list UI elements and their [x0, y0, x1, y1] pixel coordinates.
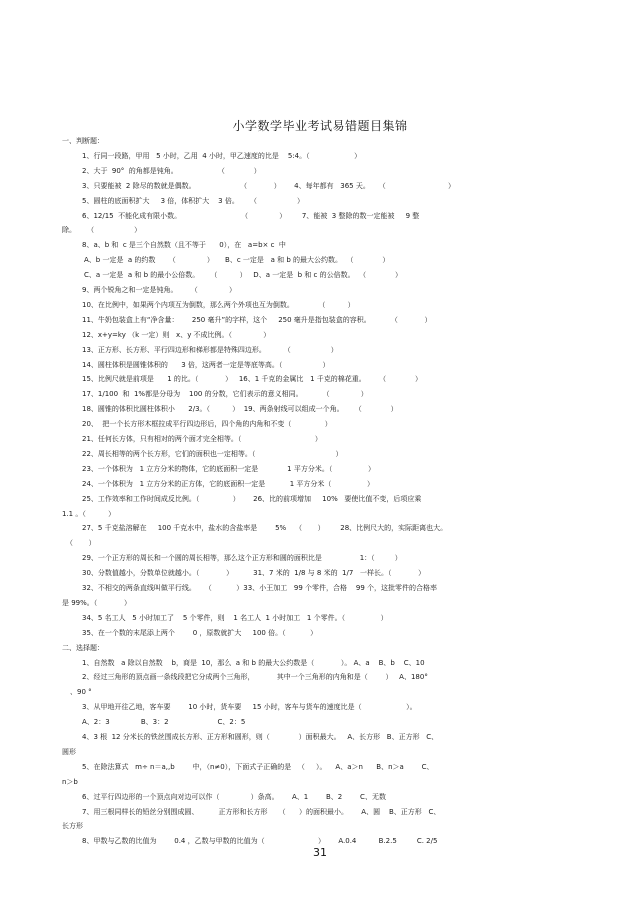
document-title: 小学数学毕业考试易错题目集锦: [232, 119, 408, 133]
text-line: C、a 一定是 a 和 b 的最小公倍数。 （ ） D、a 一定是 b 和 c 的公倍数。 （ ）: [84, 271, 403, 280]
text-line: 10、在比例中，如果两个内项互为倒数，那么两个外项也互为倒数。 （ ）: [82, 300, 355, 309]
text-line: 34、5 名工人 5 小时加工了 5 个零件，则 1 名工人 1 小时加工 1 个零件。（ ）: [82, 613, 388, 622]
text-line: 6、过平行四边形的一个顶点向对边可以作（ ）条高。 A、1 B、2 C、无数: [82, 792, 386, 801]
text-line: 二、选择题：: [62, 643, 104, 652]
text-line: 2、经过三角形的顶点画一条线段把它分成两个三角形， 其中一个三角形的内角和是（ ） A、180°: [82, 673, 428, 682]
text-line: 12、x+y=ky （k 一定）则 x、y 不成比例。（ ）: [82, 330, 271, 339]
text-line: 1、行同一段路，甲用 5 小时，乙用 4 小时，甲乙速度的比是 5:4。（ ）: [82, 151, 362, 160]
text-line: 圆形: [62, 747, 76, 756]
text-line: 3、从甲地开往乙地，客车要 10 小时，货车要 15 小时，客车与货车的速度比是（ ）。: [82, 703, 417, 712]
text-line: 除。 （ ）: [62, 226, 142, 235]
page-number: 31: [313, 846, 327, 859]
text-line: 17、1/100 和 1%都是分母为 100 的分数，它们表示的意义相同。 （ ）: [82, 390, 368, 399]
text-line: 1.1 。（ ）: [62, 509, 116, 518]
text-line: 27、5 千克盐溶解在 100 千克水中，盐水的含盐率是 5% （ ） 28、比例尺大的，实际距离也大。: [82, 524, 448, 533]
text-line: 15、比例尺就是前项是 1 的比。（ ） 16、1 千克的金属比 1 千克的棉花重。 （ ）: [82, 375, 423, 384]
text-line: 6、12/15 不能化成有限小数。 （ ） 7、能被 3 整除的数一定能被 9 整: [82, 211, 420, 220]
text-line: 一、判断题：: [62, 137, 104, 145]
text-line: 长方形: [62, 822, 83, 831]
text-line: 18、圆锥的体积比圆柱体积小 2/3。（ ） 19、两条射线可以组成一个角。 （ ）: [82, 405, 398, 414]
text-line: A、b 一定是 a 的约数 （ ） B、c 一定是 a 和 b 的最大公约数。 （ ）: [84, 256, 390, 265]
text-line: A、2：3 B、3：2 C、2：5: [82, 718, 246, 727]
text-line: 8、a、b 和 c 是三个自然数（且不等于 0），在 a=b× c 中: [82, 241, 286, 250]
text-line: 29、一个正方形的周长和一个圆的周长相等，那么这个正方形和圆的面积比是 1：（ ）: [82, 554, 402, 563]
text-line: 9、两个锐角之和一定是钝角。 （ ）: [82, 286, 236, 294]
text-line: 35、在一个数的末尾添上两个 0 ，原数就扩大 100 倍。（ ）: [82, 628, 318, 637]
text-line: 2、大于 90° 的角都是钝角。 （ ）: [82, 166, 261, 175]
text-line: 5、在除法算式 m÷ n＝a,,b 中，（n≠0），下面式子正确的是 （ ）。 A、a＞n B、n＞a C、: [82, 762, 434, 771]
text-line: 30、分数值越小，分数单位就越小。（ ） 31、7 米的 1/8 与 8 米的 1/7 一样长。（ ）: [82, 569, 426, 578]
text-line: 5、圆柱的底面积扩大 3 倍，体积扩大 3 倍。 （ ）: [82, 196, 305, 205]
text-line: 13、正方形、长方形、平行四边形和梯形都是特殊四边形。 （ ）: [82, 345, 338, 354]
text-line: 是 99%。（ ）: [62, 598, 131, 607]
text-line: 25、工作效率和工作时间成反比例。（ ） 26、比的前项增加 10% 要使比值不变，后项应乘: [82, 494, 422, 503]
text-line: 21、任何长方体，只有相对的两个面才完全相等。（ ）: [82, 435, 322, 443]
text-line: 20、 把一个长方形木框拉成平行四边形后，四个角的内角和不变（ ）: [82, 420, 332, 429]
text-line: 3、只要能被 2 除尽的数就是偶数。 （ ） 4、每年都有 365 天。 （ ）: [82, 181, 456, 190]
text-line: 11、牛奶包装盒上有“净含量： 250 毫升”的字样，这个 250 毫升是指包装盒的容积。 （ ）: [82, 315, 432, 324]
text-line: （ ）: [66, 539, 96, 548]
text-line: 8、甲数与乙数的比值为 0.4 ，乙数与甲数的比值为（ ） A.0.4 B.2.5 C. 2/5: [82, 837, 438, 846]
text-line: 23、一个体积为 1 立方分米的物体，它的底面积一定是 1 平方分米。（ ）: [82, 464, 375, 473]
text-line: 22、周长相等的两个长方形，它们的面积也一定相等。（ ）: [82, 449, 343, 458]
text-line: 4、3 根 12 分米长的铁丝围成长方形、正方形和圆形，则（ ）面积最大。 A、长方形 B、正方形 C、: [82, 733, 439, 741]
text-line: 7、用三根同样长的铅丝分别围成圆、 正方形和长方形 （ ）的面积最小。 A、圆 B、正方形 C、: [82, 807, 441, 816]
text-line: 、90 °: [70, 688, 92, 697]
text-line: 14、圆柱体积是圆锥体积的 3 倍，这两者一定是等底等高。（ ）: [82, 360, 330, 369]
text-line: 32、不相交的两条直线叫做平行线。 （ ）33、小王加工 99 个零件，合格 99 个，这批零件的合格率: [82, 584, 438, 592]
text-line: 24、一个体积为 1 立方分米的正方体，它的底面积一定是 1 平方分米（ ）: [82, 479, 375, 488]
text-line: n＞b: [62, 777, 78, 786]
text-line: 1、自然数 a 除以自然数 b，商是 10，那么 a 和 b 的最大公约数是（ ）。 A、a B、b C、10: [82, 658, 425, 667]
